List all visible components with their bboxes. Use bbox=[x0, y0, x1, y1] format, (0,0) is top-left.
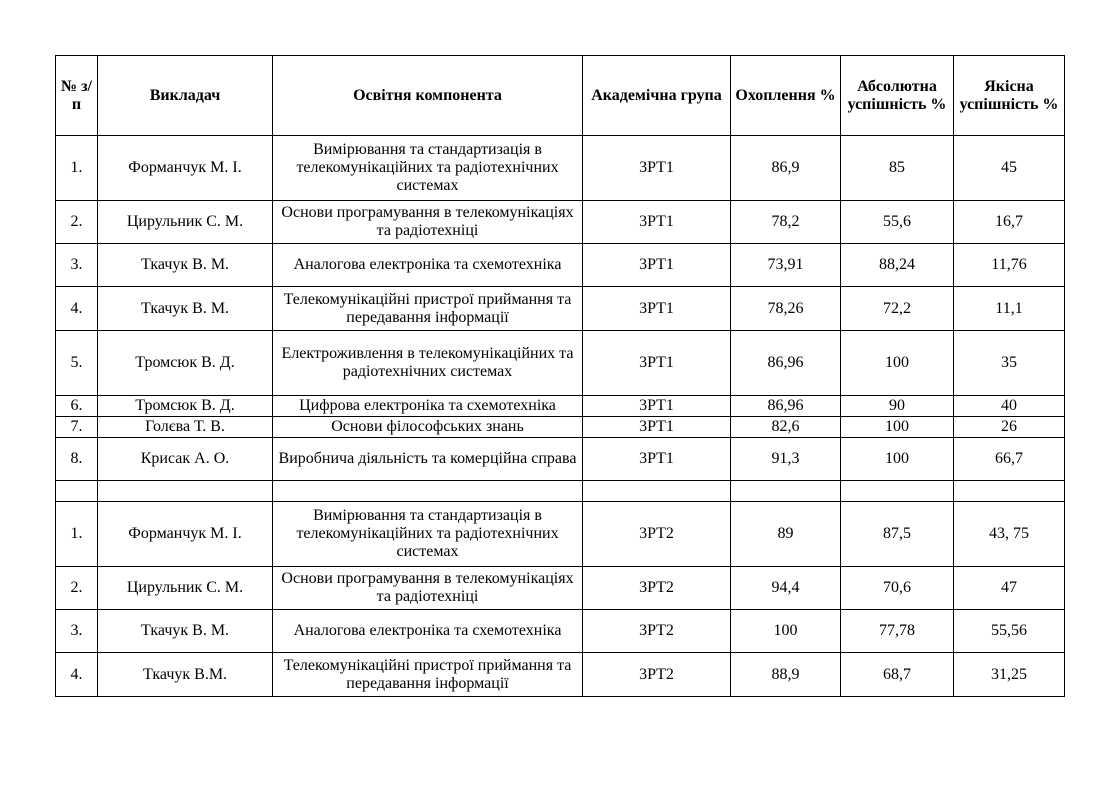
cell-num: 7. bbox=[56, 417, 98, 438]
cell-num: 5. bbox=[56, 331, 98, 396]
cell-teacher: Ткачук В.М. bbox=[98, 653, 273, 697]
cell-component: Виробнича діяльність та комерційна справа bbox=[273, 438, 583, 481]
cell-component: Вимірювання та стандартизація в телекомунікаційних та радіотехнічних системах bbox=[273, 136, 583, 201]
table-row bbox=[56, 653, 1065, 697]
cell-absolute-success: 55,6 bbox=[841, 201, 954, 244]
cell-quality-success: 11,76 bbox=[954, 244, 1065, 287]
table-row bbox=[56, 438, 1065, 481]
cell-num: 4. bbox=[56, 653, 98, 697]
cell-component: Електроживлення в телекомунікаційних та радіотехнічних системах bbox=[273, 331, 583, 396]
cell-num bbox=[56, 481, 98, 502]
cell-teacher: Ткачук В. М. bbox=[98, 610, 273, 653]
table-spacer-row bbox=[56, 481, 1065, 502]
cell-group: 3РТ1 bbox=[583, 244, 731, 287]
cell-component: Телекомунікаційні пристрої приймання та передавання інформації bbox=[273, 287, 583, 331]
cell-teacher: Тромсюк В. Д. bbox=[98, 331, 273, 396]
cell-teacher: Ткачук В. М. bbox=[98, 287, 273, 331]
cell-coverage: 86,9 bbox=[731, 136, 841, 201]
cell-component: Телекомунікаційні пристрої приймання та передавання інформації bbox=[273, 653, 583, 697]
cell-coverage: 88,9 bbox=[731, 653, 841, 697]
table-row bbox=[56, 331, 1065, 396]
cell-absolute-success bbox=[841, 481, 954, 502]
cell-absolute-success: 77,78 bbox=[841, 610, 954, 653]
table-row bbox=[56, 417, 1065, 438]
cell-teacher: Ткачук В. М. bbox=[98, 244, 273, 287]
cell-absolute-success: 100 bbox=[841, 438, 954, 481]
header-component: Освітня компонента bbox=[273, 56, 583, 136]
cell-group bbox=[583, 481, 731, 502]
cell-component: Основи програмування в телекомунікаціях та радіотехніці bbox=[273, 201, 583, 244]
cell-absolute-success: 100 bbox=[841, 417, 954, 438]
table-row bbox=[56, 396, 1065, 417]
cell-component: Аналогова електроніка та схемотехніка bbox=[273, 244, 583, 287]
header-teacher: Викладач bbox=[98, 56, 273, 136]
table-row bbox=[56, 287, 1065, 331]
cell-quality-success: 40 bbox=[954, 396, 1065, 417]
cell-component: Вимірювання та стандартизація в телекомунікаційних та радіотехнічних системах bbox=[273, 502, 583, 567]
cell-absolute-success: 90 bbox=[841, 396, 954, 417]
cell-coverage: 89 bbox=[731, 502, 841, 567]
cell-coverage: 78,26 bbox=[731, 287, 841, 331]
cell-quality-success bbox=[954, 481, 1065, 502]
table-row bbox=[56, 136, 1065, 201]
cell-quality-success: 55,56 bbox=[954, 610, 1065, 653]
cell-group: 3РТ2 bbox=[583, 610, 731, 653]
cell-num: 2. bbox=[56, 201, 98, 244]
header-absolute-success: Абсолютна успішність % bbox=[841, 56, 954, 136]
header-coverage: Охоплення % bbox=[731, 56, 841, 136]
cell-absolute-success: 88,24 bbox=[841, 244, 954, 287]
cell-component: Цифрова електроніка та схемотехніка bbox=[273, 396, 583, 417]
cell-num: 1. bbox=[56, 136, 98, 201]
cell-group: 3РТ1 bbox=[583, 331, 731, 396]
header-num: № з/п bbox=[56, 56, 98, 136]
cell-teacher: Форманчук М. І. bbox=[98, 502, 273, 567]
cell-coverage bbox=[731, 481, 841, 502]
cell-teacher: Тромсюк В. Д. bbox=[98, 396, 273, 417]
cell-teacher: Крисак А. О. bbox=[98, 438, 273, 481]
cell-coverage: 78,2 bbox=[731, 201, 841, 244]
cell-absolute-success: 85 bbox=[841, 136, 954, 201]
cell-coverage: 100 bbox=[731, 610, 841, 653]
cell-teacher: Форманчук М. І. bbox=[98, 136, 273, 201]
cell-group: 3РТ1 bbox=[583, 287, 731, 331]
table-row bbox=[56, 502, 1065, 567]
cell-absolute-success: 70,6 bbox=[841, 567, 954, 610]
cell-quality-success: 66,7 bbox=[954, 438, 1065, 481]
cell-coverage: 73,91 bbox=[731, 244, 841, 287]
cell-teacher: Цирульник С. М. bbox=[98, 567, 273, 610]
cell-group: 3РТ1 bbox=[583, 201, 731, 244]
cell-quality-success: 47 bbox=[954, 567, 1065, 610]
cell-group: 3РТ1 bbox=[583, 438, 731, 481]
cell-num: 8. bbox=[56, 438, 98, 481]
header-group: Академічна група bbox=[583, 56, 731, 136]
cell-group: 3РТ2 bbox=[583, 653, 731, 697]
cell-absolute-success: 72,2 bbox=[841, 287, 954, 331]
cell-absolute-success: 100 bbox=[841, 331, 954, 396]
cell-component: Основи програмування в телекомунікаціях та радіотехніці bbox=[273, 567, 583, 610]
cell-num: 3. bbox=[56, 610, 98, 653]
cell-group: 3РТ1 bbox=[583, 136, 731, 201]
cell-quality-success: 45 bbox=[954, 136, 1065, 201]
cell-quality-success: 31,25 bbox=[954, 653, 1065, 697]
cell-group: 3РТ1 bbox=[583, 417, 731, 438]
cell-coverage: 86,96 bbox=[731, 331, 841, 396]
table-row bbox=[56, 610, 1065, 653]
cell-num: 4. bbox=[56, 287, 98, 331]
cell-num: 2. bbox=[56, 567, 98, 610]
table-row bbox=[56, 244, 1065, 287]
cell-teacher bbox=[98, 481, 273, 502]
cell-quality-success: 11,1 bbox=[954, 287, 1065, 331]
header-quality-success: Якісна успішність % bbox=[954, 56, 1065, 136]
cell-num: 1. bbox=[56, 502, 98, 567]
cell-component: Основи філософських знань bbox=[273, 417, 583, 438]
table-row bbox=[56, 567, 1065, 610]
cell-coverage: 82,6 bbox=[731, 417, 841, 438]
performance-table bbox=[55, 55, 1065, 697]
cell-group: 3РТ2 bbox=[583, 567, 731, 610]
cell-component: Аналогова електроніка та схемотехніка bbox=[273, 610, 583, 653]
cell-coverage: 91,3 bbox=[731, 438, 841, 481]
cell-teacher: Цирульник С. М. bbox=[98, 201, 273, 244]
cell-group: 3РТ2 bbox=[583, 502, 731, 567]
cell-coverage: 86,96 bbox=[731, 396, 841, 417]
cell-quality-success: 43, 75 bbox=[954, 502, 1065, 567]
cell-component bbox=[273, 481, 583, 502]
table-row bbox=[56, 201, 1065, 244]
cell-quality-success: 26 bbox=[954, 417, 1065, 438]
cell-num: 6. bbox=[56, 396, 98, 417]
cell-teacher: Голєва Т. В. bbox=[98, 417, 273, 438]
cell-absolute-success: 68,7 bbox=[841, 653, 954, 697]
cell-coverage: 94,4 bbox=[731, 567, 841, 610]
cell-group: 3РТ1 bbox=[583, 396, 731, 417]
cell-quality-success: 16,7 bbox=[954, 201, 1065, 244]
cell-absolute-success: 87,5 bbox=[841, 502, 954, 567]
cell-quality-success: 35 bbox=[954, 331, 1065, 396]
table-header-row bbox=[56, 56, 1065, 136]
cell-num: 3. bbox=[56, 244, 98, 287]
